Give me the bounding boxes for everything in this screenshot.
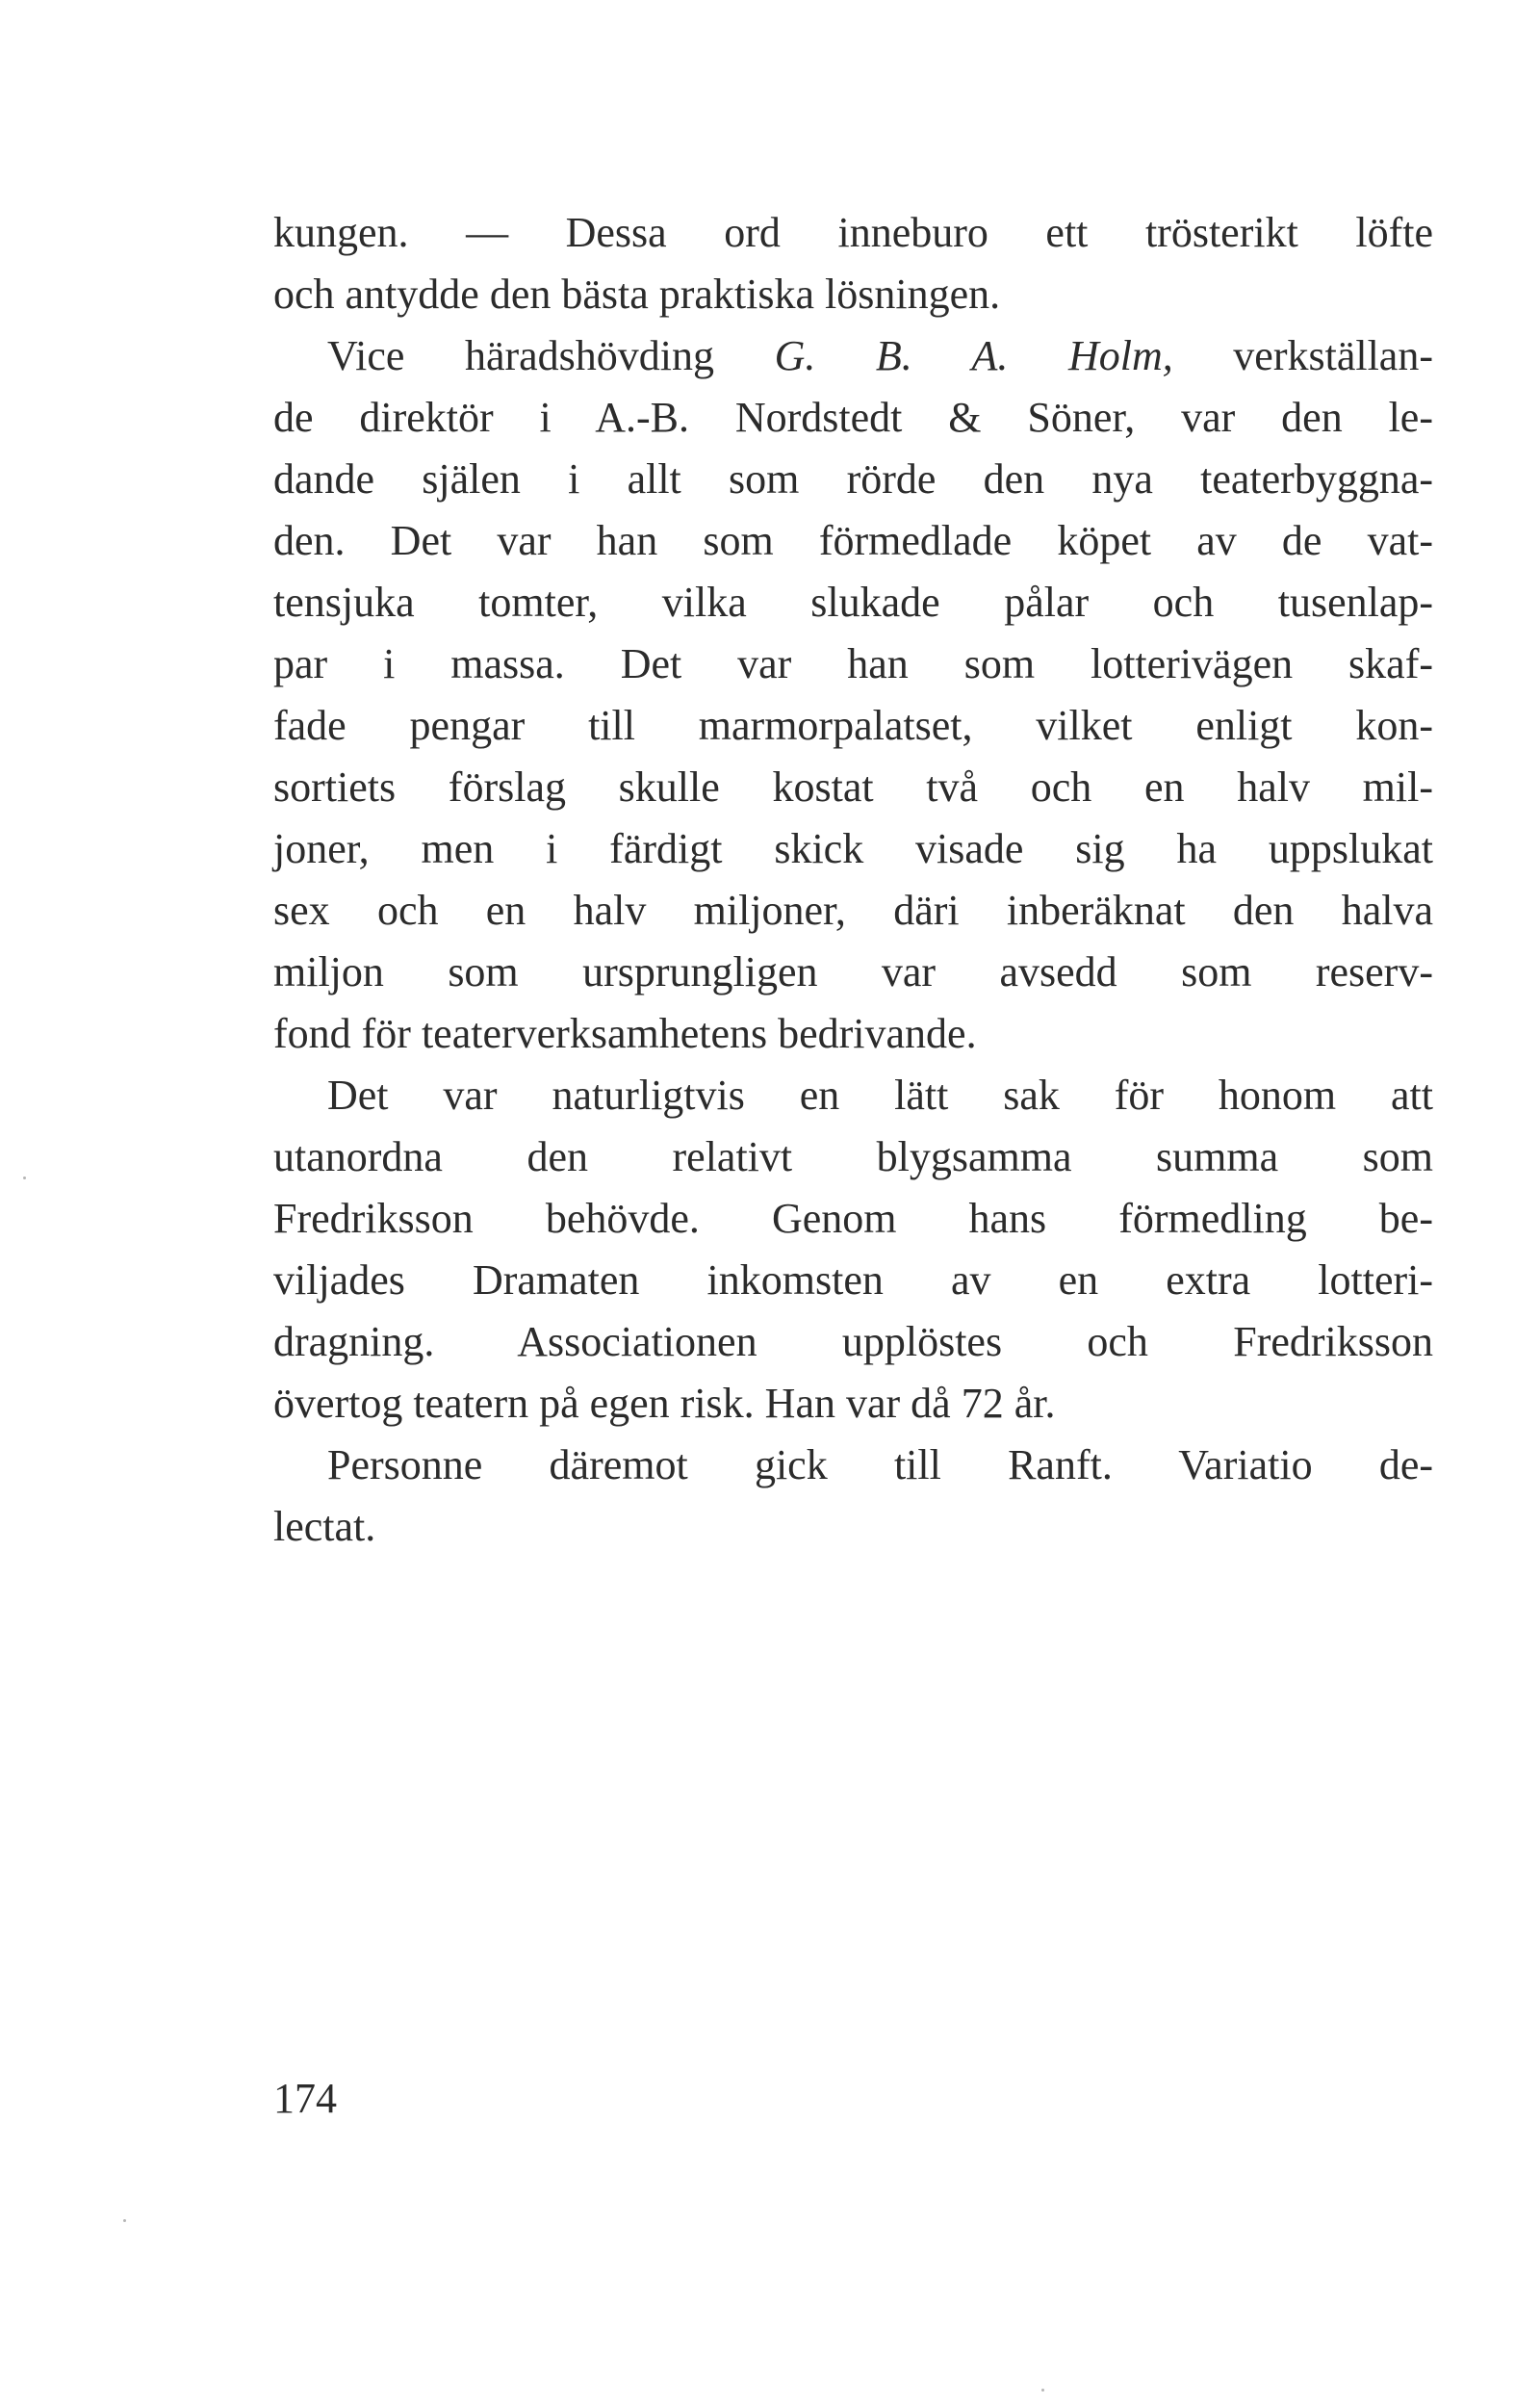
text-line: dande själen i allt som rörde den nya teaterbyggna-: [273, 455, 1433, 503]
page-number: 174: [273, 2075, 337, 2122]
text-segment: Vice häradshövding: [327, 332, 775, 379]
text-line: den. Det var han som förmedlade köpet av de vat-: [273, 517, 1433, 564]
text-segment: verkställan-: [1172, 332, 1433, 379]
text-line: sex och en halv miljoner, däri inberäknat den halva: [273, 887, 1433, 934]
body-text: [273, 202, 1433, 1558]
text-line-with-name: [273, 325, 1433, 387]
text-line: Personne däremot gick till Ranft. Variatio de-: [327, 1441, 1433, 1488]
text-line: dragning. Associationen upplöstes och Fredriksson: [273, 1318, 1433, 1365]
text-line: lectat.: [273, 1503, 376, 1550]
paper-speck: [1041, 2389, 1044, 2392]
text-line: sortiets förslag skulle kostat två och en halv mil-: [273, 763, 1433, 811]
text-line: Det var naturligtvis en lätt sak för honom att: [327, 1072, 1433, 1119]
text-line: de direktör i A.-B. Nordstedt & Söner, var den le-: [273, 394, 1433, 441]
text-line: fond för teaterverksamhetens bedrivande.: [273, 1010, 977, 1057]
text-line: kungen. — Dessa ord inneburo ett trösterikt löfte: [273, 209, 1433, 256]
text-line: fade pengar till marmorpalatset, vilket enligt kon-: [273, 702, 1433, 749]
paper-speck: [123, 2219, 126, 2222]
text-line: viljades Dramaten inkomsten av en extra lotteri-: [273, 1256, 1433, 1304]
text-line: och antydde den bästa praktiska lösningen.: [273, 271, 1001, 318]
text-line: miljon som ursprungligen var avsedd som reserv-: [273, 948, 1433, 996]
italic-name: G. B. A. Holm,: [774, 332, 1173, 379]
text-line: tensjuka tomter, vilka slukade pålar och tusenlap-: [273, 579, 1433, 626]
text-line: övertog teatern på egen risk. Han var då 72 år.: [273, 1380, 1056, 1427]
text-line: joner, men i färdigt skick visade sig ha uppslukat: [273, 825, 1433, 872]
paper-speck: [23, 1177, 26, 1179]
text-line: par i massa. Det var han som lotterivägen skaf-: [273, 640, 1433, 687]
text-line: Fredriksson behövde. Genom hans förmedling be-: [273, 1195, 1433, 1242]
text-line: utanordna den relativt blygsamma summa som: [273, 1133, 1433, 1180]
